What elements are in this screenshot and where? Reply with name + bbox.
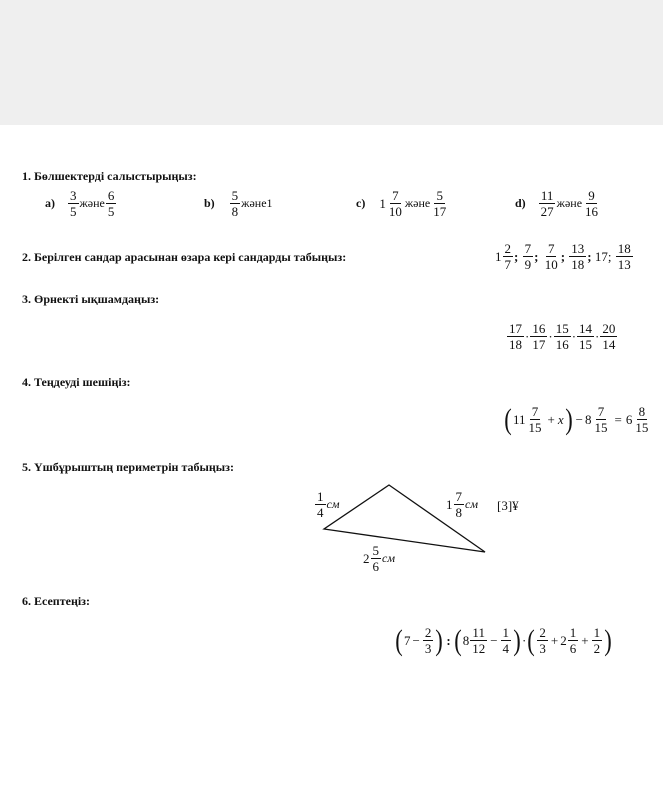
right-paren: ) xyxy=(564,402,573,436)
q4-variable-x: x xyxy=(557,411,564,427)
q6-g3-frac3 xyxy=(592,625,603,656)
denominator: 16 xyxy=(585,204,599,219)
denominator: 10 xyxy=(544,257,558,272)
q6-expression xyxy=(394,625,613,656)
q5-side2-unit: см xyxy=(465,497,478,511)
q6-g1-frac xyxy=(423,625,434,656)
q1-d-word: және xyxy=(556,196,583,210)
q2-int5: 17; xyxy=(594,248,612,264)
q4-plus: + xyxy=(547,411,555,427)
q5-side2-frac xyxy=(454,489,465,520)
left-paren: ( xyxy=(504,402,512,436)
q4-minus: − xyxy=(575,411,583,427)
numerator: 7 xyxy=(597,404,605,419)
q4-whole2: 8 xyxy=(585,411,592,427)
denominator: 27 xyxy=(540,204,554,219)
denominator: 15 xyxy=(635,420,649,435)
denominator: 10 xyxy=(388,204,402,219)
q1-c-word: және xyxy=(404,196,431,210)
numerator: 2 xyxy=(539,625,546,640)
numerator: 7 xyxy=(455,489,462,504)
q5-side1-label xyxy=(314,489,339,520)
numerator: 13 xyxy=(571,241,585,256)
q6-g3-plus1: + xyxy=(550,632,559,648)
q4-equals: = xyxy=(614,411,622,427)
numerator: 3 xyxy=(70,188,77,203)
numerator: 8 xyxy=(638,404,646,419)
q3-dot: · xyxy=(571,328,577,344)
q6-g2-frac1 xyxy=(470,625,487,656)
q6-g3-whole: 2 xyxy=(560,632,567,648)
left-paren: ( xyxy=(453,623,462,657)
left-paren: ( xyxy=(527,623,536,657)
q5-side2-label xyxy=(446,489,478,520)
q5-side3-whole: 2 xyxy=(363,550,370,566)
q5-side3-label xyxy=(363,543,395,574)
q2-whole1: 1 xyxy=(495,248,502,264)
denominator: 15 xyxy=(579,337,593,352)
denominator: 5 xyxy=(70,204,77,219)
numerator: 7 xyxy=(547,241,555,256)
q5-side1-unit: см xyxy=(326,497,340,511)
numerator: 7 xyxy=(524,241,532,256)
denominator: 15 xyxy=(528,420,542,435)
q3-title: 3. Өрнекті ықшамдаңыз: xyxy=(22,292,160,306)
q1-b-word: және1 xyxy=(241,196,273,210)
numerator: 7 xyxy=(392,188,399,203)
q3-dot: · xyxy=(548,328,553,344)
q6-g3-frac2 xyxy=(568,625,579,656)
q2-sep2: ; xyxy=(534,248,539,264)
q6-g1-minus: − xyxy=(412,632,420,648)
denominator: 5 xyxy=(107,204,115,219)
q1-a-word: және xyxy=(79,196,105,210)
denominator: 17 xyxy=(433,204,447,219)
q6-g2-minus: − xyxy=(490,632,498,648)
denominator: 7 xyxy=(504,257,511,272)
denominator: 8 xyxy=(231,204,239,219)
denominator: 2 xyxy=(593,641,601,656)
numerator: 11 xyxy=(472,625,485,640)
numerator: 16 xyxy=(532,321,546,336)
q6-g2-whole: 8 xyxy=(462,632,470,648)
denominator: 16 xyxy=(555,337,569,352)
numerator: 20 xyxy=(602,321,616,336)
numerator: 17 xyxy=(509,321,522,336)
right-paren: ) xyxy=(513,623,521,657)
q6-title: 6. Есептеңіз: xyxy=(22,594,91,608)
numerator: 11 xyxy=(540,188,554,203)
denominator: 6 xyxy=(372,559,379,574)
q1-d-label: d) xyxy=(515,196,526,210)
denominator: 8 xyxy=(455,505,462,520)
left-paren: ( xyxy=(395,623,403,657)
numerator: 1 xyxy=(317,489,324,504)
numerator: 2 xyxy=(504,241,511,256)
q5-side3-frac xyxy=(371,543,382,574)
q1-title: 1. Бөлшектерді салыстырыңыз: xyxy=(22,169,197,183)
q1-b-label: b) xyxy=(204,196,215,210)
q6-dot: · xyxy=(522,632,527,648)
q2-title: 2. Берілген сандар арасынан өзара кері сандарды табыңыз: xyxy=(22,250,347,264)
denominator: 3 xyxy=(424,641,432,656)
denominator: 14 xyxy=(602,337,616,352)
denominator: 18 xyxy=(571,257,585,272)
q3-dot: · xyxy=(525,328,530,344)
numerator: 1 xyxy=(502,625,510,640)
denominator: 15 xyxy=(594,420,608,435)
denominator: 12 xyxy=(472,641,486,656)
numerator: 18 xyxy=(617,241,631,256)
q5-side2-whole: 1 xyxy=(446,496,453,512)
q2-sep4: ; xyxy=(587,248,592,264)
numerator: 5 xyxy=(372,543,379,558)
q6-colon: : xyxy=(446,632,451,648)
q6-g2-frac2 xyxy=(501,625,512,656)
denominator: 17 xyxy=(532,337,546,352)
numerator: 7 xyxy=(531,404,539,419)
q5-mark: [3]¥ xyxy=(497,498,519,513)
q1-c-whole: 1 xyxy=(379,195,386,211)
numerator: 14 xyxy=(579,321,593,336)
q5-side3-unit: см xyxy=(382,551,395,565)
denominator: 6 xyxy=(569,641,577,656)
denominator: 3 xyxy=(539,641,546,656)
numerator: 15 xyxy=(555,321,569,336)
right-paren: ) xyxy=(435,623,444,657)
numerator: 2 xyxy=(424,625,432,640)
q2-sep3: ; xyxy=(560,248,566,264)
q5-title: 5. Үшбұрыштың периметрін табыңыз: xyxy=(22,460,234,474)
numerator: 1 xyxy=(569,625,577,640)
numerator: 1 xyxy=(593,625,601,640)
denominator: 9 xyxy=(524,257,532,272)
numerator: 9 xyxy=(588,188,595,203)
numerator: 5 xyxy=(436,188,443,203)
q2-sep1: ; xyxy=(514,248,519,264)
denominator: 13 xyxy=(617,257,631,272)
right-paren: ) xyxy=(604,623,612,657)
q5-side1-frac xyxy=(315,489,326,520)
q4-title: 4. Теңдеуді шешіңіз: xyxy=(22,375,131,389)
denominator: 18 xyxy=(509,337,522,352)
q4-whole1: 11 xyxy=(513,411,526,427)
numerator: 6 xyxy=(107,188,115,203)
q6-g3-plus2: + xyxy=(581,632,589,648)
numerator: 5 xyxy=(231,188,239,203)
q1-c-label: c) xyxy=(356,196,366,210)
q4-whole3: 6 xyxy=(625,411,633,427)
q1-a-label: a) xyxy=(45,196,55,210)
denominator: 4 xyxy=(317,505,324,520)
q3-dot: · xyxy=(595,328,600,344)
q6-g1-int: 7 xyxy=(404,632,411,648)
q6-g3-frac1 xyxy=(537,625,548,656)
denominator: 4 xyxy=(502,641,510,656)
